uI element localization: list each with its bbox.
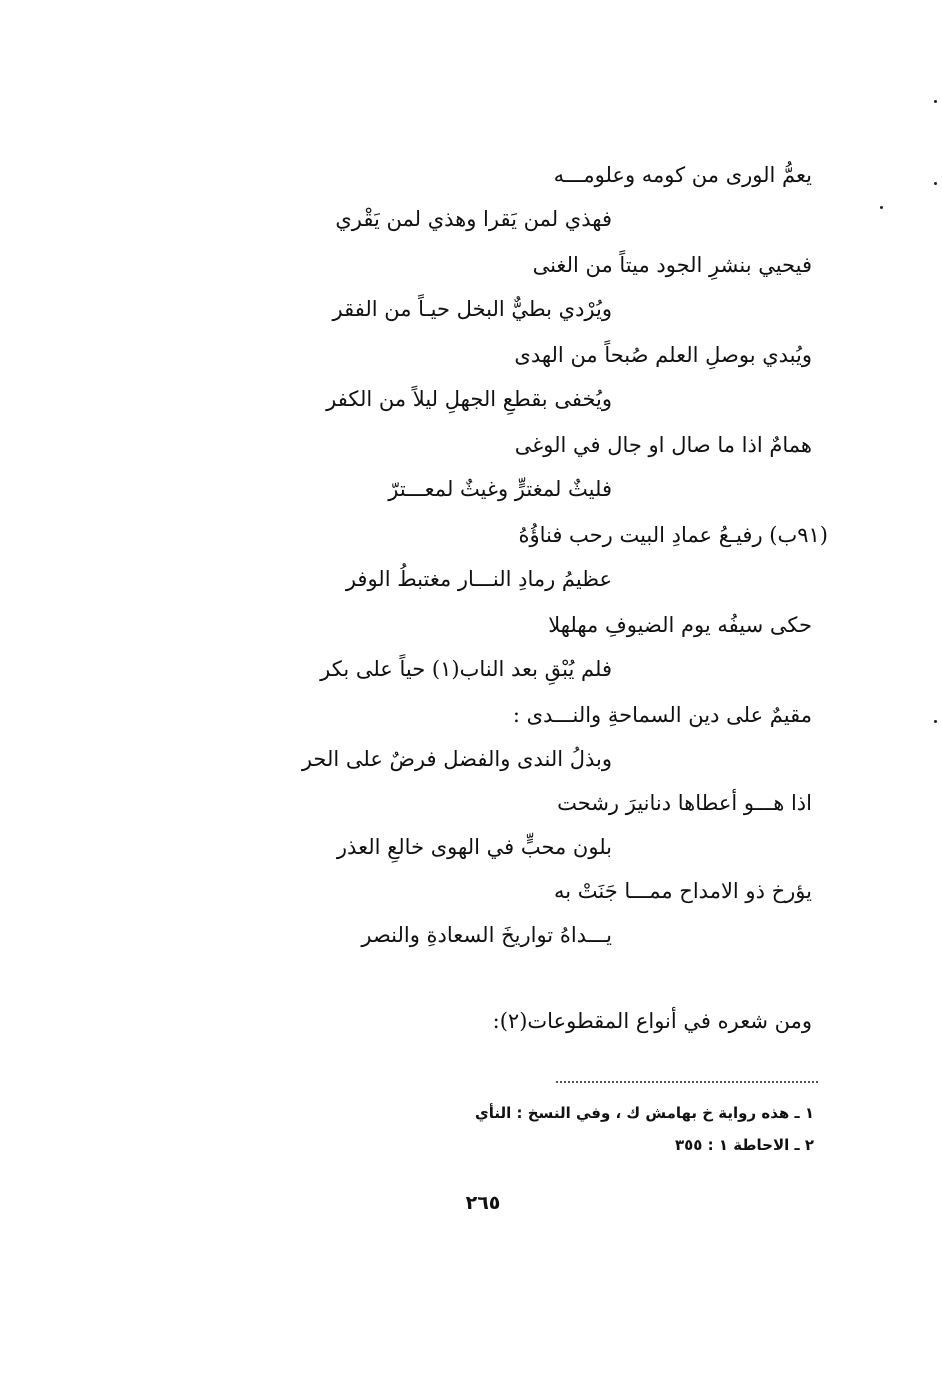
footnote-2: ٢ ـ الاحاطة ١ : ٣٥٥ bbox=[674, 1136, 814, 1154]
verse-line-11: حكى سيفُه يوم الضيوفِ مهلهلا bbox=[548, 613, 812, 637]
footnote-1: ١ ـ هذه رواية خ بهامش ك ، وفي النسخ : النأي bbox=[475, 1104, 814, 1122]
verse-line-14: وبذلُ الندى والفضل فرضٌ على الحر bbox=[301, 747, 612, 771]
verse-line-18: يـــداهُ تواريخَ السعادةِ والنصر bbox=[361, 923, 612, 947]
verse-line-6: ويُخفى بقطعِ الجهلِ ليلاً من الكفر bbox=[326, 387, 612, 411]
verse-line-5: ويُبدي بوصلِ العلم صُبحاً من الهدى bbox=[514, 343, 812, 367]
verse-line-7: همامٌ اذا ما صال او جال في الوغى bbox=[514, 433, 812, 457]
margin-speck bbox=[934, 100, 937, 103]
verse-line-10: عظيمُ رمادِ النـــار مغتبطُ الوفر bbox=[345, 567, 612, 591]
verse-line-9: (٩١ب) رفيـعُ عمادِ البيت رحب فناؤُهُ bbox=[518, 523, 828, 547]
margin-speck bbox=[934, 182, 937, 185]
margin-speck bbox=[880, 206, 883, 209]
section-intro: ومن شعره في أنواع المقطوعات(٢): bbox=[492, 1009, 812, 1033]
verse-line-4: ويُرْدي بطيٌّ البخل حيـاً من الفقر bbox=[332, 297, 612, 321]
verse-line-15: اذا هـــو أعطاها دنانيرَ رشحت bbox=[557, 791, 812, 815]
verse-line-13: مقيمٌ على دين السماحةِ والنـــدى : bbox=[512, 703, 812, 727]
footnote-divider bbox=[556, 1081, 818, 1083]
verse-line-16: بلون محبٍّ في الهوى خالعِ العذر bbox=[336, 835, 612, 859]
verse-line-2: فهذي لمن يَقرا وهذي لمن يَقْري bbox=[335, 207, 612, 231]
verse-line-3: فيحيي بنشرِ الجود ميتاً من الغنى bbox=[532, 253, 812, 277]
verse-line-1: يعمُّ الورى من كومه وعلومـــه bbox=[553, 163, 812, 187]
verse-line-17: يؤرخ ذو الامداح ممـــا جَنَتْ به bbox=[553, 879, 812, 903]
verse-line-8: فليثٌ لمغترٍّ وغيثٌ لمعـــترّ bbox=[388, 477, 612, 501]
margin-speck bbox=[934, 720, 937, 723]
verse-line-12: فلم يُبْقِ بعد الناب(١) حياً على بكر bbox=[320, 657, 612, 681]
page-number: ٢٦٥ bbox=[465, 1192, 501, 1214]
